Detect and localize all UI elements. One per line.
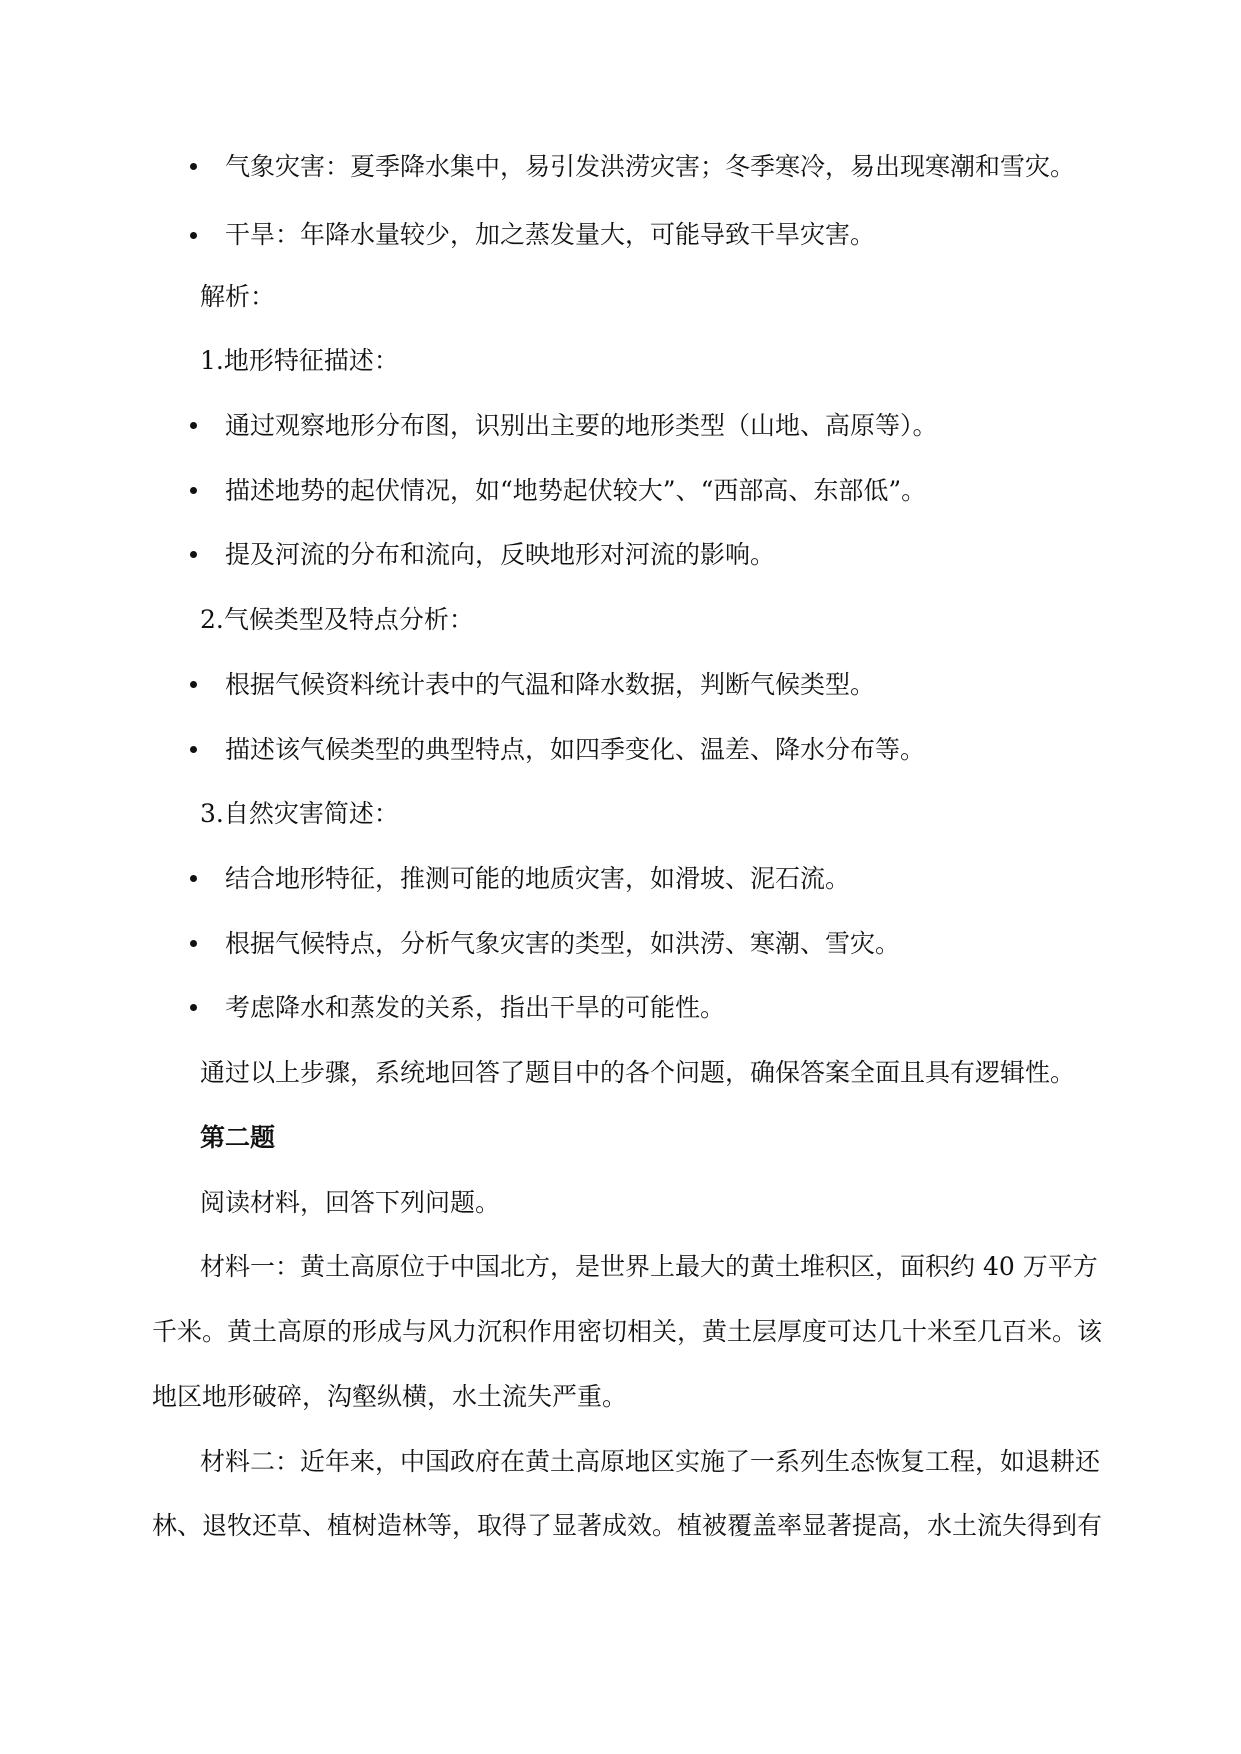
- bullet-text: 根据气候资料统计表中的气温和降水数据，判断气候类型。: [225, 670, 876, 699]
- bullet-icon: [190, 1004, 197, 1011]
- bullet-text: 根据气候特点，分析气象灾害的类型，如洪涝、寒潮、雪灾。: [225, 929, 901, 958]
- bullet-icon: [190, 746, 197, 753]
- bullet-text: 气象灾害：夏季降水集中，易引发洪涝灾害；冬季寒冷，易出现寒潮和雪灾。: [225, 152, 1076, 181]
- section-heading: 3.自然灾害简述：: [200, 799, 399, 828]
- bullet-icon: [190, 551, 197, 558]
- bullet-icon: [190, 940, 197, 947]
- bullet-text: 描述地势的起伏情况，如“地势起伏较大”、“西部高、东部低”。: [225, 476, 927, 505]
- instruction-text: 阅读材料，回答下列问题。: [200, 1188, 501, 1217]
- bullet-icon: [190, 487, 197, 494]
- bullet-icon: [190, 681, 197, 688]
- section-heading: 1.地形特征描述：: [200, 346, 399, 375]
- bullet-icon: [190, 163, 197, 170]
- question-title: 第二题: [200, 1123, 276, 1152]
- bullet-text: 考虑降水和蒸发的关系，指出干旱的可能性。: [225, 993, 726, 1022]
- analysis-label: 解析：: [200, 282, 276, 311]
- material1-line: 材料一：黄土高原位于中国北方，是世界上最大的黄土堆积区，面积约 40 万平方: [200, 1252, 1098, 1281]
- bullet-text: 通过观察地形分布图，识别出主要的地形类型（山地、高原等）。: [225, 411, 938, 440]
- bullet-text: 描述该气候类型的典型特点，如四季变化、温差、降水分布等。: [225, 735, 926, 764]
- bullet-icon: [190, 232, 197, 239]
- bullet-text: 提及河流的分布和流向，反映地形对河流的影响。: [225, 540, 776, 569]
- bullet-icon: [190, 422, 197, 429]
- material1-line: 千米。黄土高原的形成与风力沉积作用密切相关，黄土层厚度可达几十米至几百米。该: [152, 1317, 1103, 1346]
- summary-paragraph: 通过以上步骤，系统地回答了题目中的各个问题，确保答案全面且具有逻辑性。: [200, 1058, 1076, 1087]
- bullet-text: 结合地形特征，推测可能的地质灾害，如滑坡、泥石流。: [225, 864, 851, 893]
- material2-line: 材料二：近年来，中国政府在黄土高原地区实施了一系列生态恢复工程，如退耕还: [200, 1447, 1101, 1476]
- material1-line: 地区地形破碎，沟壑纵横，水土流失严重。: [152, 1382, 628, 1411]
- bullet-icon: [190, 875, 197, 882]
- bullet-text: 干旱：年降水量较少，加之蒸发量大，可能导致干旱灾害。: [225, 220, 876, 249]
- section-heading: 2.气候类型及特点分析：: [200, 605, 474, 634]
- material2-line: 林、退牧还草、植树造林等，取得了显著成效。植被覆盖率显著提高，水土流失得到有: [152, 1511, 1103, 1540]
